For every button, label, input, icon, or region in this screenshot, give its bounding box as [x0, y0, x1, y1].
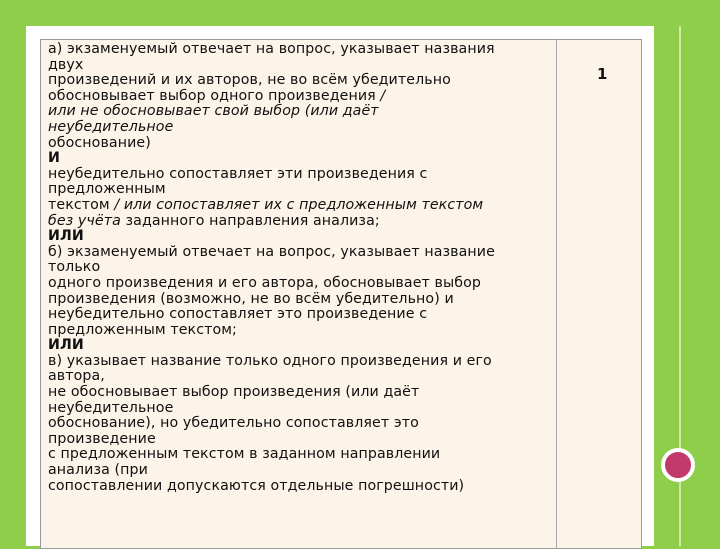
- criteria-line: [48, 214, 553, 230]
- criteria-line: [48, 338, 553, 354]
- criteria-line: [48, 58, 553, 74]
- criteria-line: [48, 401, 553, 417]
- criteria-text: предложенным: [48, 181, 166, 198]
- criteria-text: / или сопоставляет их с предложенным текстом: [114, 196, 484, 213]
- criteria-line: [48, 276, 553, 292]
- criteria-text: произведение: [48, 430, 156, 447]
- criteria-line: [48, 42, 553, 58]
- criteria-line: [48, 229, 553, 245]
- criteria-line: [48, 89, 553, 105]
- criteria-text: или не обосновывает свой выбор (или даёт: [48, 103, 379, 120]
- criteria-text: неубедительное: [48, 399, 174, 416]
- criteria-line: [48, 198, 553, 214]
- criteria-line: [48, 385, 553, 401]
- criteria-text: неубедительное: [48, 118, 174, 135]
- criteria-text: анализа (при: [48, 462, 148, 479]
- criteria-line: [48, 432, 553, 448]
- criteria-line: [48, 323, 553, 339]
- criteria-line: [48, 167, 553, 183]
- criteria-line: [48, 447, 553, 463]
- criteria-text: двух: [48, 56, 84, 73]
- criteria-text: обосновывает выбор одного произведения: [48, 87, 381, 104]
- criteria-text: произведений и их авторов, не во всём убедительно: [48, 72, 451, 89]
- criteria-line: [48, 307, 553, 323]
- criteria-text: одного произведения и его автора, обосновывает выбор: [48, 274, 481, 291]
- criteria-line: [48, 120, 553, 136]
- criteria-line: [48, 354, 553, 370]
- criteria-text: сопоставлении допускаются отдельные погрешности): [48, 477, 465, 494]
- column-divider: [556, 39, 557, 549]
- criteria-text: обоснование), но убедительно сопоставляет это: [48, 415, 419, 432]
- criteria-line: [48, 260, 553, 276]
- criteria-text: с предложенным текстом в заданном направлении: [48, 446, 441, 463]
- criteria-text: текстом: [48, 196, 115, 213]
- criteria-text: автора,: [48, 368, 105, 385]
- criteria-text: предложенным текстом;: [48, 321, 237, 338]
- criteria-line: [48, 292, 553, 308]
- criteria-line: [48, 151, 553, 167]
- criteria-text: заданного направления анализа;: [120, 212, 380, 229]
- criteria-text: неубедительно сопоставляет это произведение с: [48, 306, 428, 323]
- criteria-text: неубедительно сопоставляет эти произведения с: [48, 165, 428, 182]
- criteria-cell: [48, 42, 553, 494]
- criteria-text: произведения (возможно, не во всём убедительно) и: [48, 290, 454, 307]
- criteria-line: [48, 104, 553, 120]
- criteria-line: [48, 182, 553, 198]
- criteria-text: ИЛИ: [48, 337, 84, 354]
- criteria-text: только: [48, 259, 101, 276]
- decorative-dot: [661, 448, 695, 482]
- criteria-text: ИЛИ: [48, 228, 84, 245]
- criteria-text: обоснование): [48, 134, 151, 151]
- criteria-text: не обосновывает выбор произведения (или даёт: [48, 384, 420, 401]
- criteria-line: [48, 479, 553, 495]
- criteria-line: [48, 416, 553, 432]
- criteria-line: [48, 73, 553, 89]
- criteria-text: И: [48, 150, 60, 167]
- score-cell: 1: [597, 65, 608, 83]
- criteria-text: /: [380, 87, 386, 104]
- criteria-line: [48, 369, 553, 385]
- criteria-text: без учёта: [48, 212, 121, 229]
- criteria-line: [48, 136, 553, 152]
- criteria-text: в) указывает название только одного произведения и его: [48, 352, 492, 369]
- criteria-line: [48, 245, 553, 261]
- criteria-text: а) экзаменуемый отвечает на вопрос, указывает названия: [48, 41, 495, 57]
- criteria-line: [48, 463, 553, 479]
- criteria-text: б) экзаменуемый отвечает на вопрос, указывает название: [48, 243, 495, 260]
